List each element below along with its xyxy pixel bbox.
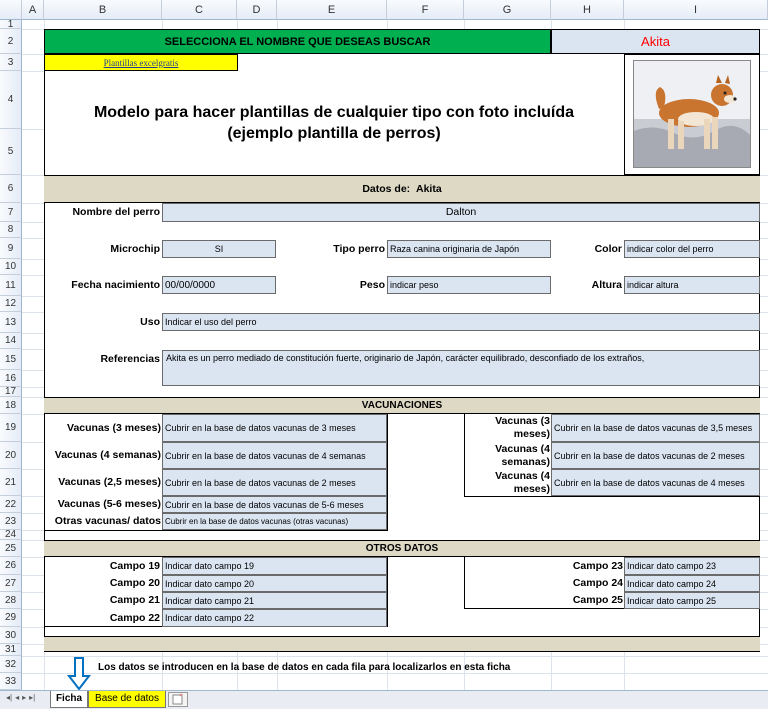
- color-field[interactable]: indicar color del perro: [624, 240, 760, 258]
- vacuna-label: [464, 414, 550, 442]
- row-header[interactable]: 1: [0, 20, 22, 29]
- vacuna-label-line: meses): [513, 428, 550, 440]
- akita-dog-image: [634, 61, 750, 167]
- gridline: [22, 656, 768, 657]
- row-header[interactable]: 22: [0, 496, 22, 513]
- tipo-label: Tipo perro: [333, 243, 385, 255]
- row-header[interactable]: 13: [0, 312, 22, 333]
- column-header-f[interactable]: F: [387, 0, 464, 20]
- vacuna-field[interactable]: Cubrir en la base de datos vacunas de 4 semanas: [162, 442, 387, 469]
- column-header-g[interactable]: G: [464, 0, 551, 20]
- row-header[interactable]: 33: [0, 673, 22, 690]
- tab-base-datos[interactable]: Base de datos: [88, 691, 166, 708]
- column-header-d[interactable]: D: [237, 0, 277, 20]
- row-header[interactable]: 11: [0, 275, 22, 296]
- vacunaciones-band: VACUNACIONES: [44, 397, 760, 414]
- row-header[interactable]: 9: [0, 238, 22, 259]
- dog-photo[interactable]: [633, 60, 751, 168]
- row-header[interactable]: 31: [0, 644, 22, 656]
- photo-frame: [624, 54, 760, 175]
- vacuna-label: Vacunas (5-6 meses): [57, 498, 161, 510]
- campo-label: Campo 23: [572, 560, 623, 572]
- campo-label: Campo 24: [572, 577, 623, 589]
- row-header[interactable]: 21: [0, 469, 22, 496]
- campo-field[interactable]: Indicar dato campo 19: [162, 557, 387, 575]
- datos-band-label: Datos de:: [362, 183, 411, 195]
- uso-label: Uso: [140, 316, 160, 328]
- nombre-field[interactable]: Dalton: [162, 203, 760, 222]
- fecha-label: Fecha nacimiento: [71, 279, 160, 291]
- select-all-corner[interactable]: [0, 0, 22, 20]
- uso-field[interactable]: Indicar el uso del perro: [162, 313, 760, 331]
- vacuna-field[interactable]: Cubrir en la base de datos vacunas de 2 meses: [162, 469, 387, 496]
- column-header-b[interactable]: B: [44, 0, 162, 20]
- first-sheet-icon[interactable]: ◂|: [6, 693, 13, 702]
- sheet-tab-bar: [0, 690, 768, 709]
- nombre-label: Nombre del perro: [72, 206, 160, 218]
- row-header[interactable]: 8: [0, 222, 22, 238]
- peso-field[interactable]: indicar peso: [387, 276, 551, 294]
- vacuna-label: [464, 469, 550, 496]
- peso-label: Peso: [359, 279, 385, 291]
- row-header[interactable]: 14: [0, 333, 22, 349]
- vacuna-field[interactable]: Cubrir en la base de datos vacunas (otras vacunas): [162, 513, 387, 530]
- campo-label: Campo 19: [109, 560, 160, 572]
- datos-band-name: Akita: [416, 183, 442, 195]
- microchip-field[interactable]: SI: [162, 240, 276, 258]
- vacuna-label-line: meses): [513, 483, 550, 495]
- row-header[interactable]: 29: [0, 609, 22, 627]
- row-header[interactable]: 23: [0, 513, 22, 530]
- referencias-label: Referencias: [100, 353, 160, 365]
- row-header[interactable]: 17: [0, 387, 22, 397]
- vacuna-field[interactable]: Cubrir en la base de datos vacunas de 4 meses: [551, 469, 760, 496]
- campo-label: Campo 22: [109, 612, 160, 624]
- row-header[interactable]: 5: [0, 129, 22, 175]
- row-header[interactable]: 18: [0, 397, 22, 414]
- row-header[interactable]: 6: [0, 175, 22, 203]
- color-label: Color: [594, 243, 622, 255]
- column-header-c[interactable]: C: [162, 0, 237, 20]
- campo-label: Campo 21: [109, 594, 160, 606]
- vacuna-label: Vacunas (2,5 meses): [58, 476, 161, 488]
- row-header[interactable]: 27: [0, 575, 22, 592]
- row-header[interactable]: 2: [0, 29, 22, 54]
- vacuna-label: Vacunas (3 meses): [67, 422, 161, 434]
- vacuna-label: Vacunas (4 semanas): [54, 449, 161, 461]
- row-header[interactable]: 19: [0, 414, 22, 442]
- vacuna-field[interactable]: Cubrir en la base de datos vacunas de 2 meses: [551, 442, 760, 469]
- referencias-field[interactable]: Akita es un perro mediado de constitución fuerte, originario de Japón, carácter equilibrado, desconfiado de los extraños,: [162, 350, 760, 386]
- row-header[interactable]: 25: [0, 540, 22, 557]
- row-header[interactable]: 32: [0, 656, 22, 673]
- page-title: Modelo para hacer plantillas de cualquier tipo con foto incluída (ejemplo plantilla de perros): [93, 104, 575, 142]
- vacuna-field[interactable]: Cubrir en la base de datos vacunas de 3,5 meses: [551, 414, 760, 442]
- tab-ficha[interactable]: Ficha: [50, 691, 88, 708]
- campo-label: Campo 20: [109, 577, 160, 589]
- column-header-h[interactable]: H: [551, 0, 624, 20]
- microchip-label: Microchip: [110, 243, 160, 255]
- down-arrow-icon: [66, 656, 92, 692]
- tipo-field[interactable]: Raza canina originaria de Japón: [387, 240, 551, 258]
- vacuna-label-line: Vacunas (4: [495, 443, 550, 455]
- prev-sheet-icon[interactable]: ◂: [15, 693, 20, 702]
- row-header[interactable]: 26: [0, 557, 22, 575]
- new-sheet-icon[interactable]: [168, 692, 188, 707]
- row-header[interactable]: 4: [0, 71, 22, 129]
- otros-datos-band: OTROS DATOS: [44, 540, 760, 557]
- altura-label: Altura: [591, 279, 622, 291]
- row-header[interactable]: 10: [0, 259, 22, 275]
- column-header-a[interactable]: A: [22, 0, 44, 20]
- vacuna-label-line: Vacunas (4: [495, 470, 550, 482]
- campo-field[interactable]: Indicar dato campo 21: [162, 592, 387, 609]
- row-header[interactable]: 28: [0, 592, 22, 609]
- last-sheet-icon[interactable]: ▸|: [29, 693, 36, 702]
- row-header[interactable]: 15: [0, 349, 22, 370]
- row-header[interactable]: 30: [0, 627, 22, 644]
- next-sheet-icon[interactable]: ▸: [22, 693, 27, 702]
- row-header[interactable]: 16: [0, 370, 22, 387]
- campo-label: Campo 25: [572, 594, 623, 606]
- brand-link[interactable]: Plantillas excelgratis: [44, 54, 238, 71]
- vacuna-field[interactable]: Cubrir en la base de datos vacunas de 3 meses: [162, 414, 387, 442]
- campo-field[interactable]: Indicar dato campo 25: [624, 592, 760, 609]
- vacuna-label-line: semanas): [501, 456, 550, 468]
- row-header[interactable]: 7: [0, 203, 22, 222]
- vacuna-label: Otras vacunas/ datos: [54, 515, 161, 527]
- column-header-i[interactable]: I: [624, 0, 768, 20]
- footer-band: [44, 636, 760, 652]
- column-header-e[interactable]: E: [277, 0, 387, 20]
- campo-field[interactable]: Indicar dato campo 24: [624, 575, 760, 592]
- vacuna-label: [464, 442, 550, 469]
- row-header[interactable]: 12: [0, 296, 22, 312]
- vacuna-label-line: Vacunas (3: [495, 415, 550, 427]
- campo-field[interactable]: Indicar dato campo 20: [162, 575, 387, 592]
- vacuna-field[interactable]: Cubrir en la base de datos vacunas de 5-6 meses: [162, 496, 387, 513]
- row-header[interactable]: 20: [0, 442, 22, 469]
- row-header[interactable]: 3: [0, 54, 22, 71]
- search-banner: SELECCIONA EL NOMBRE QUE DESEAS BUSCAR: [44, 29, 551, 54]
- footer-note: Los datos se introducen en la base de datos en cada fila para localizarlos en esta ficha: [98, 662, 511, 673]
- row-header[interactable]: 24: [0, 530, 22, 540]
- altura-field[interactable]: indicar altura: [624, 276, 760, 294]
- campo-field[interactable]: Indicar dato campo 23: [624, 557, 760, 575]
- tab-scroll-buttons[interactable]: [6, 693, 50, 706]
- campo-field[interactable]: Indicar dato campo 22: [162, 609, 387, 627]
- name-selector[interactable]: Akita: [551, 29, 760, 54]
- fecha-field[interactable]: 00/00/0000: [162, 276, 276, 294]
- datos-band: [44, 175, 760, 203]
